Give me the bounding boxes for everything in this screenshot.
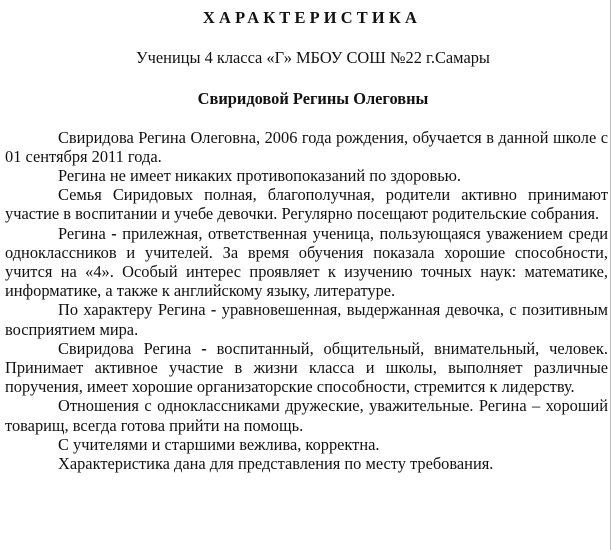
document-subtitle: Ученицы 4 класса «Г» МБОУ СОШ №22 г.Самары [136, 48, 490, 68]
paragraph-birth: Свиридова Регина Олеговна, 2006 года рождения, обучается в данной школе с 01 сентября 2011 года. [5, 127, 608, 166]
paragraph-family: Семья Сиридовых полная, благополучная, родители активно принимают участие в воспитании и учебе девочки. Регулярно посещают родительские собрания. [5, 185, 608, 224]
paragraph-social: Свиридова Регина - воспитанный, общительный, внимательный, человек. Принимает активное участие в жизни класса и школы, выполняет различные поручения, имеет хорошие организаторские способности, стремится к лидерству. [5, 338, 608, 397]
paragraph-character: По характеру Регина - уравновешенная, выдержанная девочка, с позитивным восприятием мира. [5, 300, 609, 339]
student-name: Свиридовой Регины Олеговны [197, 89, 429, 109]
paragraph-classmates: Отношения с одноклассниками дружеские, уважительные. Регина – хороший товарищ, всегда готова прийти на помощь. [5, 396, 608, 435]
paragraph-health: Регина не имеет никаких противопоказаний по здоровью. [58, 166, 462, 186]
paragraph-purpose: Характеристика дана для представления по месту требования. [58, 454, 494, 474]
paragraph-study: Регина - прилежная, ответственная ученица, пользующаяся уважением среди одноклассников и учителей. За время обучения показала хорошие способности, учится на «4». Особый интерес проявляет к изучению точных наук: математике, информатике, а также к английскому языку, литературе. [5, 223, 608, 301]
document-body [5, 128, 608, 474]
paragraph-teachers: С учителями и старшими вежлива, корректна. [58, 434, 380, 454]
document-title: ХАРАКТЕРИСТИКА [203, 8, 421, 27]
